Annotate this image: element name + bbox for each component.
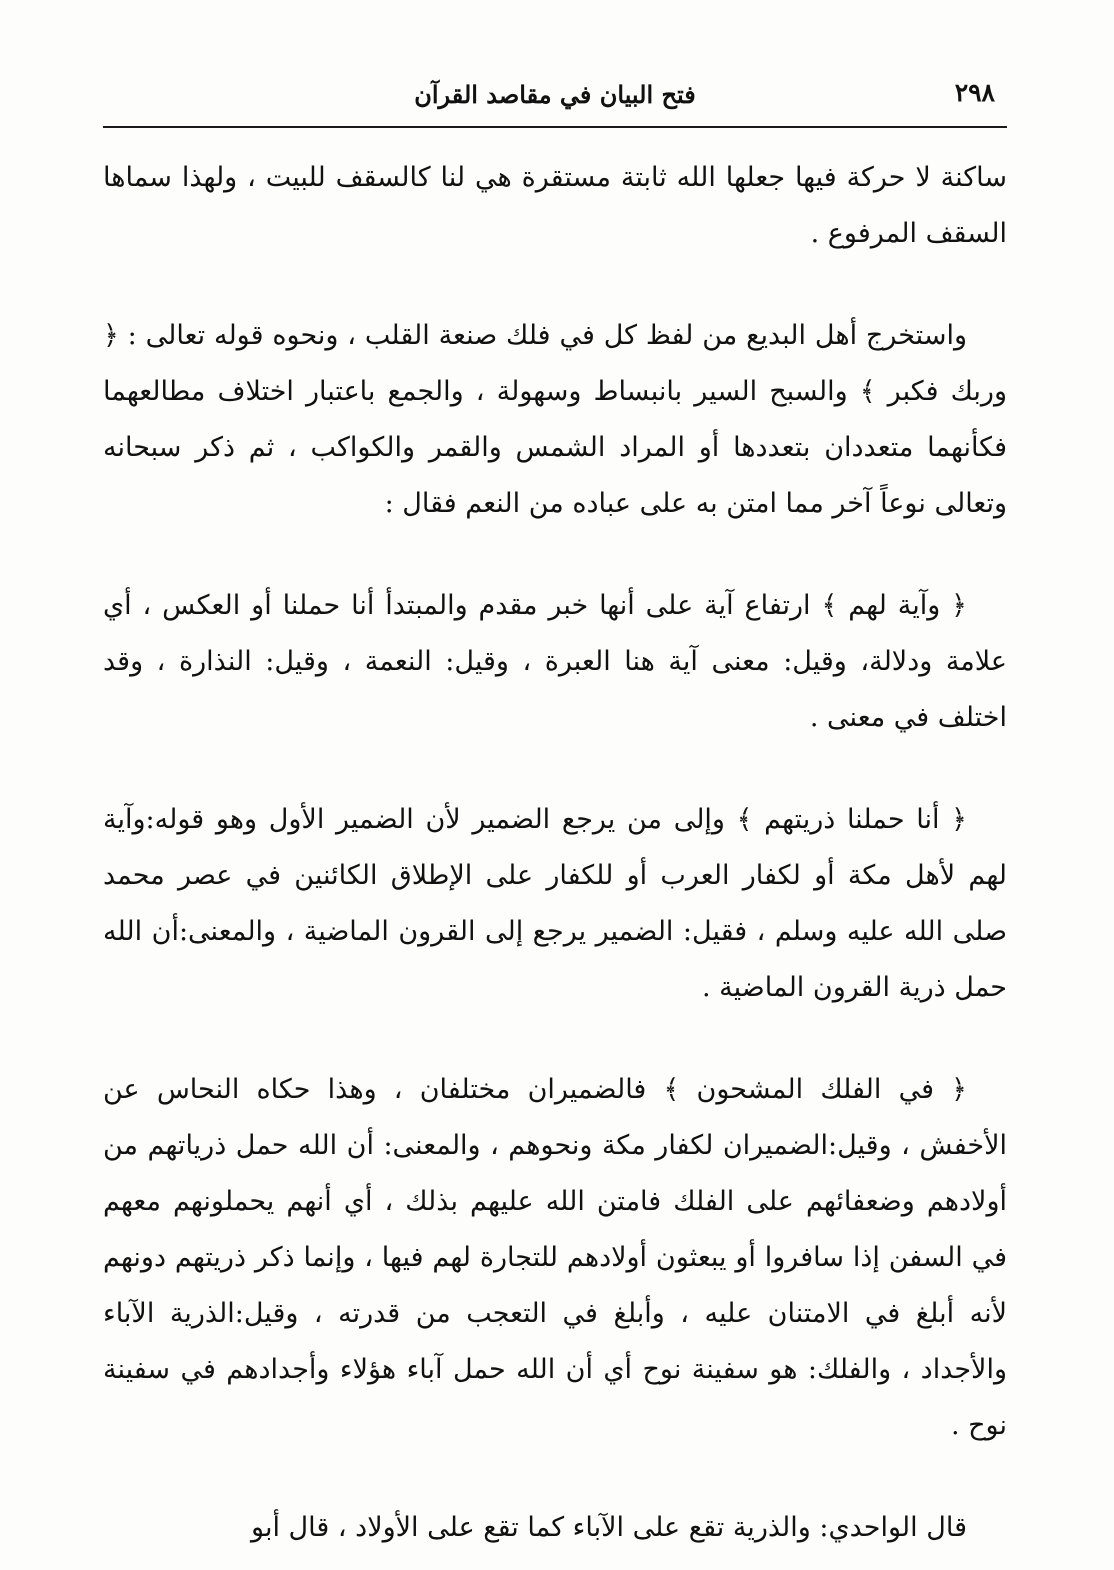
paragraph: ﴿ وآية لهم ﴾ ارتفاع آية على أنها خبر مقدم والمبتدأ أنا حملنا أو العكس ، أي علامة ودلالة، وقيل: معنى آية هنا العبرة ، وقيل: النعمة ، وقيل: النذارة ، وقد اختلف في معنى .	[103, 590, 1007, 733]
paragraph: ﴿ في الفلك المشحون ﴾ فالضميران مختلفان ، وهذا حكاه النحاس عن الأخفش ، وقيل:الضميران لكفار مكة ونحوهم ، والمعنى: أن الله حمل ذرياتهم من أولادهم وضعفائهم على الفلك فامتن الله عليهم بذلك ، أي أنهم يحملونهم معهم في السفن إذا سافروا أو يبعثون أولادهم للتجارة لهم فيها ، وإنما ذكر ذريتهم دونهم لأنه أبلغ في الامتنان عليه ، وأبلغ في التعجب من قدرته ، وقيل:الذرية الآباء والأجداد ، والفلك: هو سفينة نوح أي أن الله حمل آباء هؤلاء وأجدادهم في سفينة نوح .	[103, 1074, 1007, 1441]
body-text	[103, 150, 1007, 1556]
paragraph: ساكنة لا حركة فيها جعلها الله ثابتة مستقرة هي لنا كالسقف للبيت ، ولهذا سماها السقف المرفوع .	[103, 162, 1007, 249]
paragraph: ﴿ أنا حملنا ذريتهم ﴾ وإلى من يرجع الضمير لأن الضمير الأول وهو قوله:وآية لهم لأهل مكة أو لكفار العرب أو للكفار على الإطلاق الكائنين في عصر محمد صلى الله عليه وسلم ، فقيل: الضمير يرجع إلى القرون الماضية ، والمعنى:أن الله حمل ذرية القرون الماضية .	[103, 804, 1007, 1003]
running-header	[103, 70, 1007, 128]
paragraph: واستخرج أهل البديع من لفظ كل في فلك صنعة القلب ، ونحوه قوله تعالى : ﴿ وربك فكبر ﴾ والسبح السير بانبساط وسهولة ، والجمع باعتبار اختلاف مطالعهما فكأنهما متعددان بتعددها أو المراد الشمس والقمر والكواكب ، ثم ذكر سبحانه وتعالى نوعاً آخر مما امتن به على عباده من النعم فقال :	[103, 320, 1007, 519]
paragraph: قال الواحدي: والذرية تقع على الآباء كما تقع على الأولاد ، قال أبو	[251, 1512, 967, 1543]
book-title: فتح البيان في مقاصد القرآن	[414, 80, 696, 109]
page-number: ٢٩٨	[954, 78, 995, 107]
